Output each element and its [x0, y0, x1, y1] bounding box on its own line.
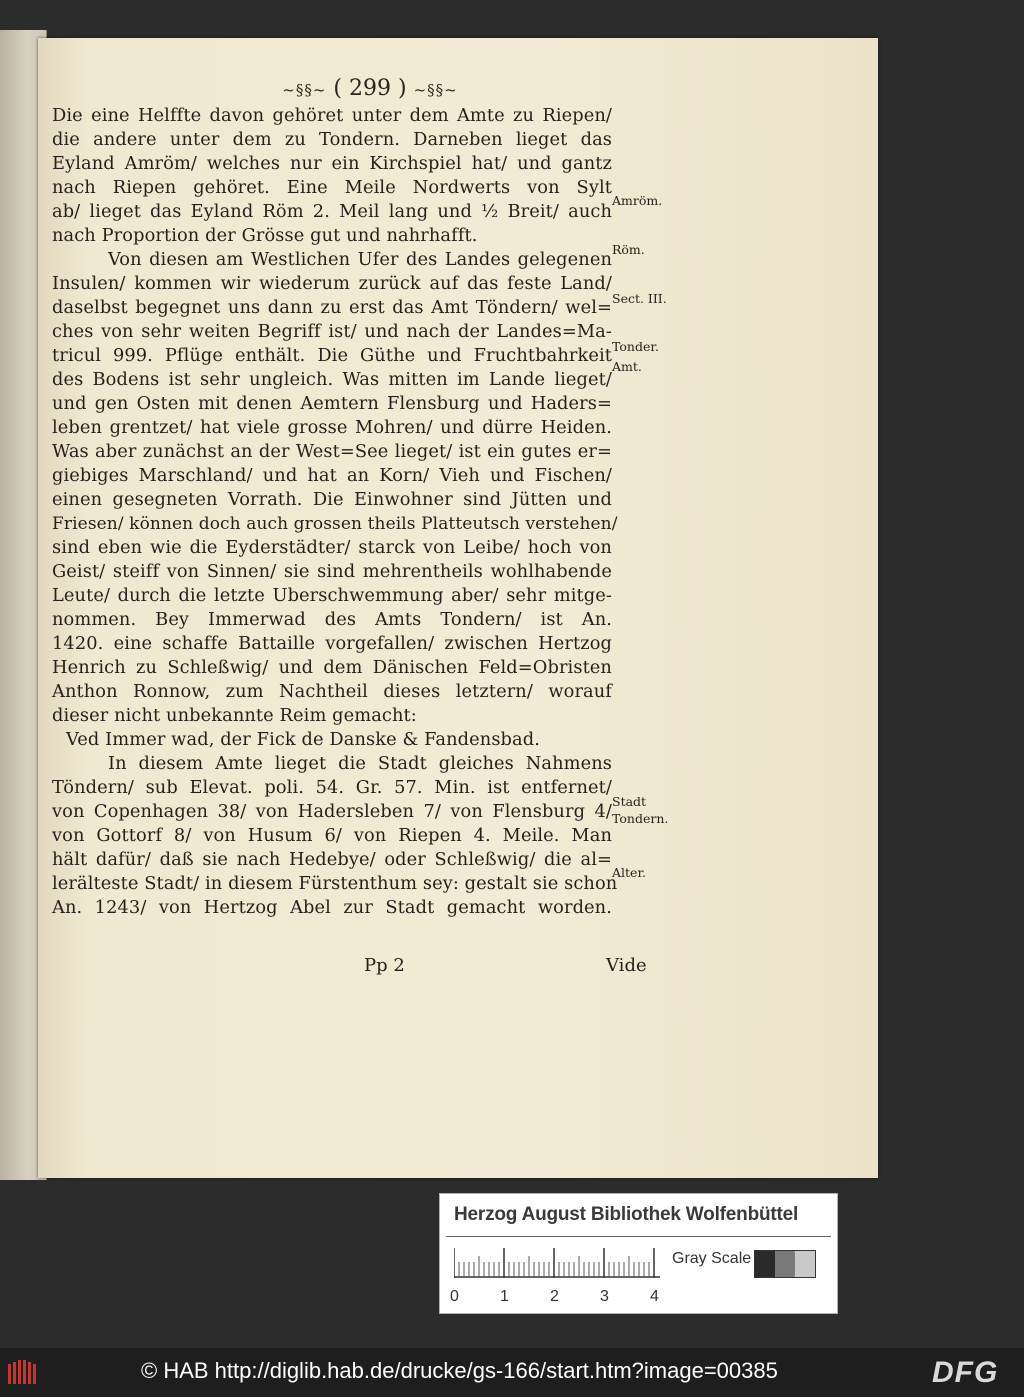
text-line: nach Proportion der Grösse gut und nahrhafft. — [52, 225, 478, 246]
ornament-right-icon: ~§§~ — [413, 81, 458, 99]
ruler-number: 1 — [500, 1288, 509, 1305]
text-line: giebiges Marschland/ und hat an Korn/ Vieh und Fischen/ — [52, 465, 612, 486]
ornament-left-icon: ~§§~ — [282, 81, 327, 99]
copyright-link[interactable]: © HAB http://diglib.hab.de/drucke/gs-166/start.htm?image=00385 — [141, 1358, 778, 1383]
ruler-icon — [454, 1248, 660, 1278]
text-line: von Copenhagen 38/ von Hadersleben 7/ von Flensburg 4/ — [52, 801, 612, 822]
dfg-logo: DFG — [932, 1356, 999, 1389]
library-name: Herzog August Bibliothek Wolfenbüttel — [454, 1204, 799, 1225]
margin-note: Tonder. — [612, 339, 659, 354]
text-line: Friesen/ können doch auch grossen theils Platteutsch verstehen/ — [52, 514, 618, 534]
gray-scale-swatches — [754, 1250, 816, 1278]
footer-bar — [0, 1348, 1024, 1397]
margin-note: Amt. — [612, 359, 642, 374]
page-number: ( 299 ) — [333, 76, 407, 101]
text-line: einen gesegneten Vorrath. Die Einwohner sind Jütten und — [52, 489, 612, 510]
margin-note: Alter. — [612, 865, 647, 880]
margin-note: Tondern. — [612, 811, 669, 826]
ruler-number: 3 — [600, 1288, 609, 1305]
ruler-number: 2 — [550, 1288, 559, 1305]
text-line: Insulen/ kommen wir wiederum zurück auf das feste Land/ — [52, 273, 612, 294]
text-line: An. 1243/ von Hertzog Abel zur Stadt gemacht worden. — [52, 897, 612, 918]
swatch-gray — [775, 1251, 795, 1277]
text-line: hält dafür/ daß sie nach Hedebye/ oder Schleßwig/ die al= — [52, 849, 612, 870]
text-line: Töndern/ sub Elevat. poli. 54. Gr. 57. Min. ist entfernet/ — [52, 777, 612, 798]
text-line: nach Riepen gehöret. Eine Meile Nordwerts von Sylt — [52, 177, 612, 198]
catchword: Vide — [606, 955, 647, 976]
text-line: nommen. Bey Immerwad des Amts Tondern/ ist An. — [52, 609, 612, 630]
text-line: Von diesen am Westlichen Ufer des Landes gelegenen — [108, 249, 612, 270]
verse-line: Ved Immer wad, der Fick de Danske & Fandensbad. — [66, 729, 540, 750]
margin-note: Sect. III. — [612, 291, 667, 306]
text-line: von Gottorf 8/ von Husum 6/ von Riepen 4. Meile. Man — [52, 825, 612, 846]
text-line: ches von sehr weiten Begriff ist/ und nach der Landes=Ma- — [52, 321, 612, 342]
hab-logo-icon — [6, 1358, 40, 1388]
text-line: sind eben wie die Eyderstädter/ starck von Leibe/ hoch von — [52, 537, 612, 558]
text-line: Geist/ steiff von Sinnen/ sie sind mehrentheils wohlhabende — [52, 561, 612, 582]
text-line: daselbst begegnet uns dann zu erst das Amt Töndern/ wel= — [52, 297, 612, 318]
text-line: Anthon Ronnow, zum Nachtheil dieses letztern/ worauf — [52, 681, 612, 702]
text-line: dieser nicht unbekannte Reim gemacht: — [52, 705, 417, 726]
divider — [446, 1236, 831, 1237]
text-line: Leute/ durch die letzte Uberschwemmung aber/ sehr mitge- — [52, 585, 612, 606]
signature-mark: Pp 2 — [364, 955, 405, 976]
text-line: Henrich zu Schleßwig/ und dem Dänischen Feld=Obristen — [52, 657, 612, 678]
gray-scale-label: Gray Scale — [672, 1250, 752, 1267]
swatch-light-gray — [795, 1251, 815, 1277]
text-line: lerälteste Stadt/ in diesem Fürstenthum sey: gestalt sie schon — [52, 873, 618, 894]
text-line: Was aber zunächst an der West=See lieget/ ist ein gutes er= — [52, 441, 612, 462]
margin-note: Röm. — [612, 242, 645, 257]
color-target-card — [439, 1193, 838, 1314]
text-line: tricul 999. Pflüge enthält. Die Güthe und Fruchtbahrkeit — [52, 345, 612, 366]
text-line: In diesem Amte lieget die Stadt gleiches Nahmens — [108, 753, 612, 774]
text-line: Die eine Helffte davon gehöret unter dem Amte zu Riepen/ — [52, 105, 612, 126]
running-head — [250, 76, 490, 101]
ruler-number: 4 — [650, 1288, 659, 1305]
margin-note: Stadt — [612, 794, 647, 809]
text-line: die andere unter dem zu Tondern. Darneben lieget das — [52, 129, 612, 150]
text-line: des Bodens ist sehr ungleich. Was mitten im Lande lieget/ — [52, 369, 612, 390]
text-line: leben grentzet/ hat viele grosse Mohren/ und dürre Heiden. — [52, 417, 612, 438]
ruler-number: 0 — [450, 1288, 459, 1305]
text-line: 1420. eine schaffe Battaille vorgefallen/ zwischen Hertzog — [52, 633, 612, 654]
text-line: und gen Osten mit denen Aemtern Flensburg und Haders= — [52, 393, 612, 414]
swatch-black — [755, 1251, 775, 1277]
margin-note: Amröm. — [612, 193, 663, 208]
text-line: ab/ lieget das Eyland Röm 2. Meil lang und ½ Breit/ auch — [52, 201, 612, 222]
text-line: Eyland Amröm/ welches nur ein Kirchspiel hat/ und gantz — [52, 153, 612, 174]
